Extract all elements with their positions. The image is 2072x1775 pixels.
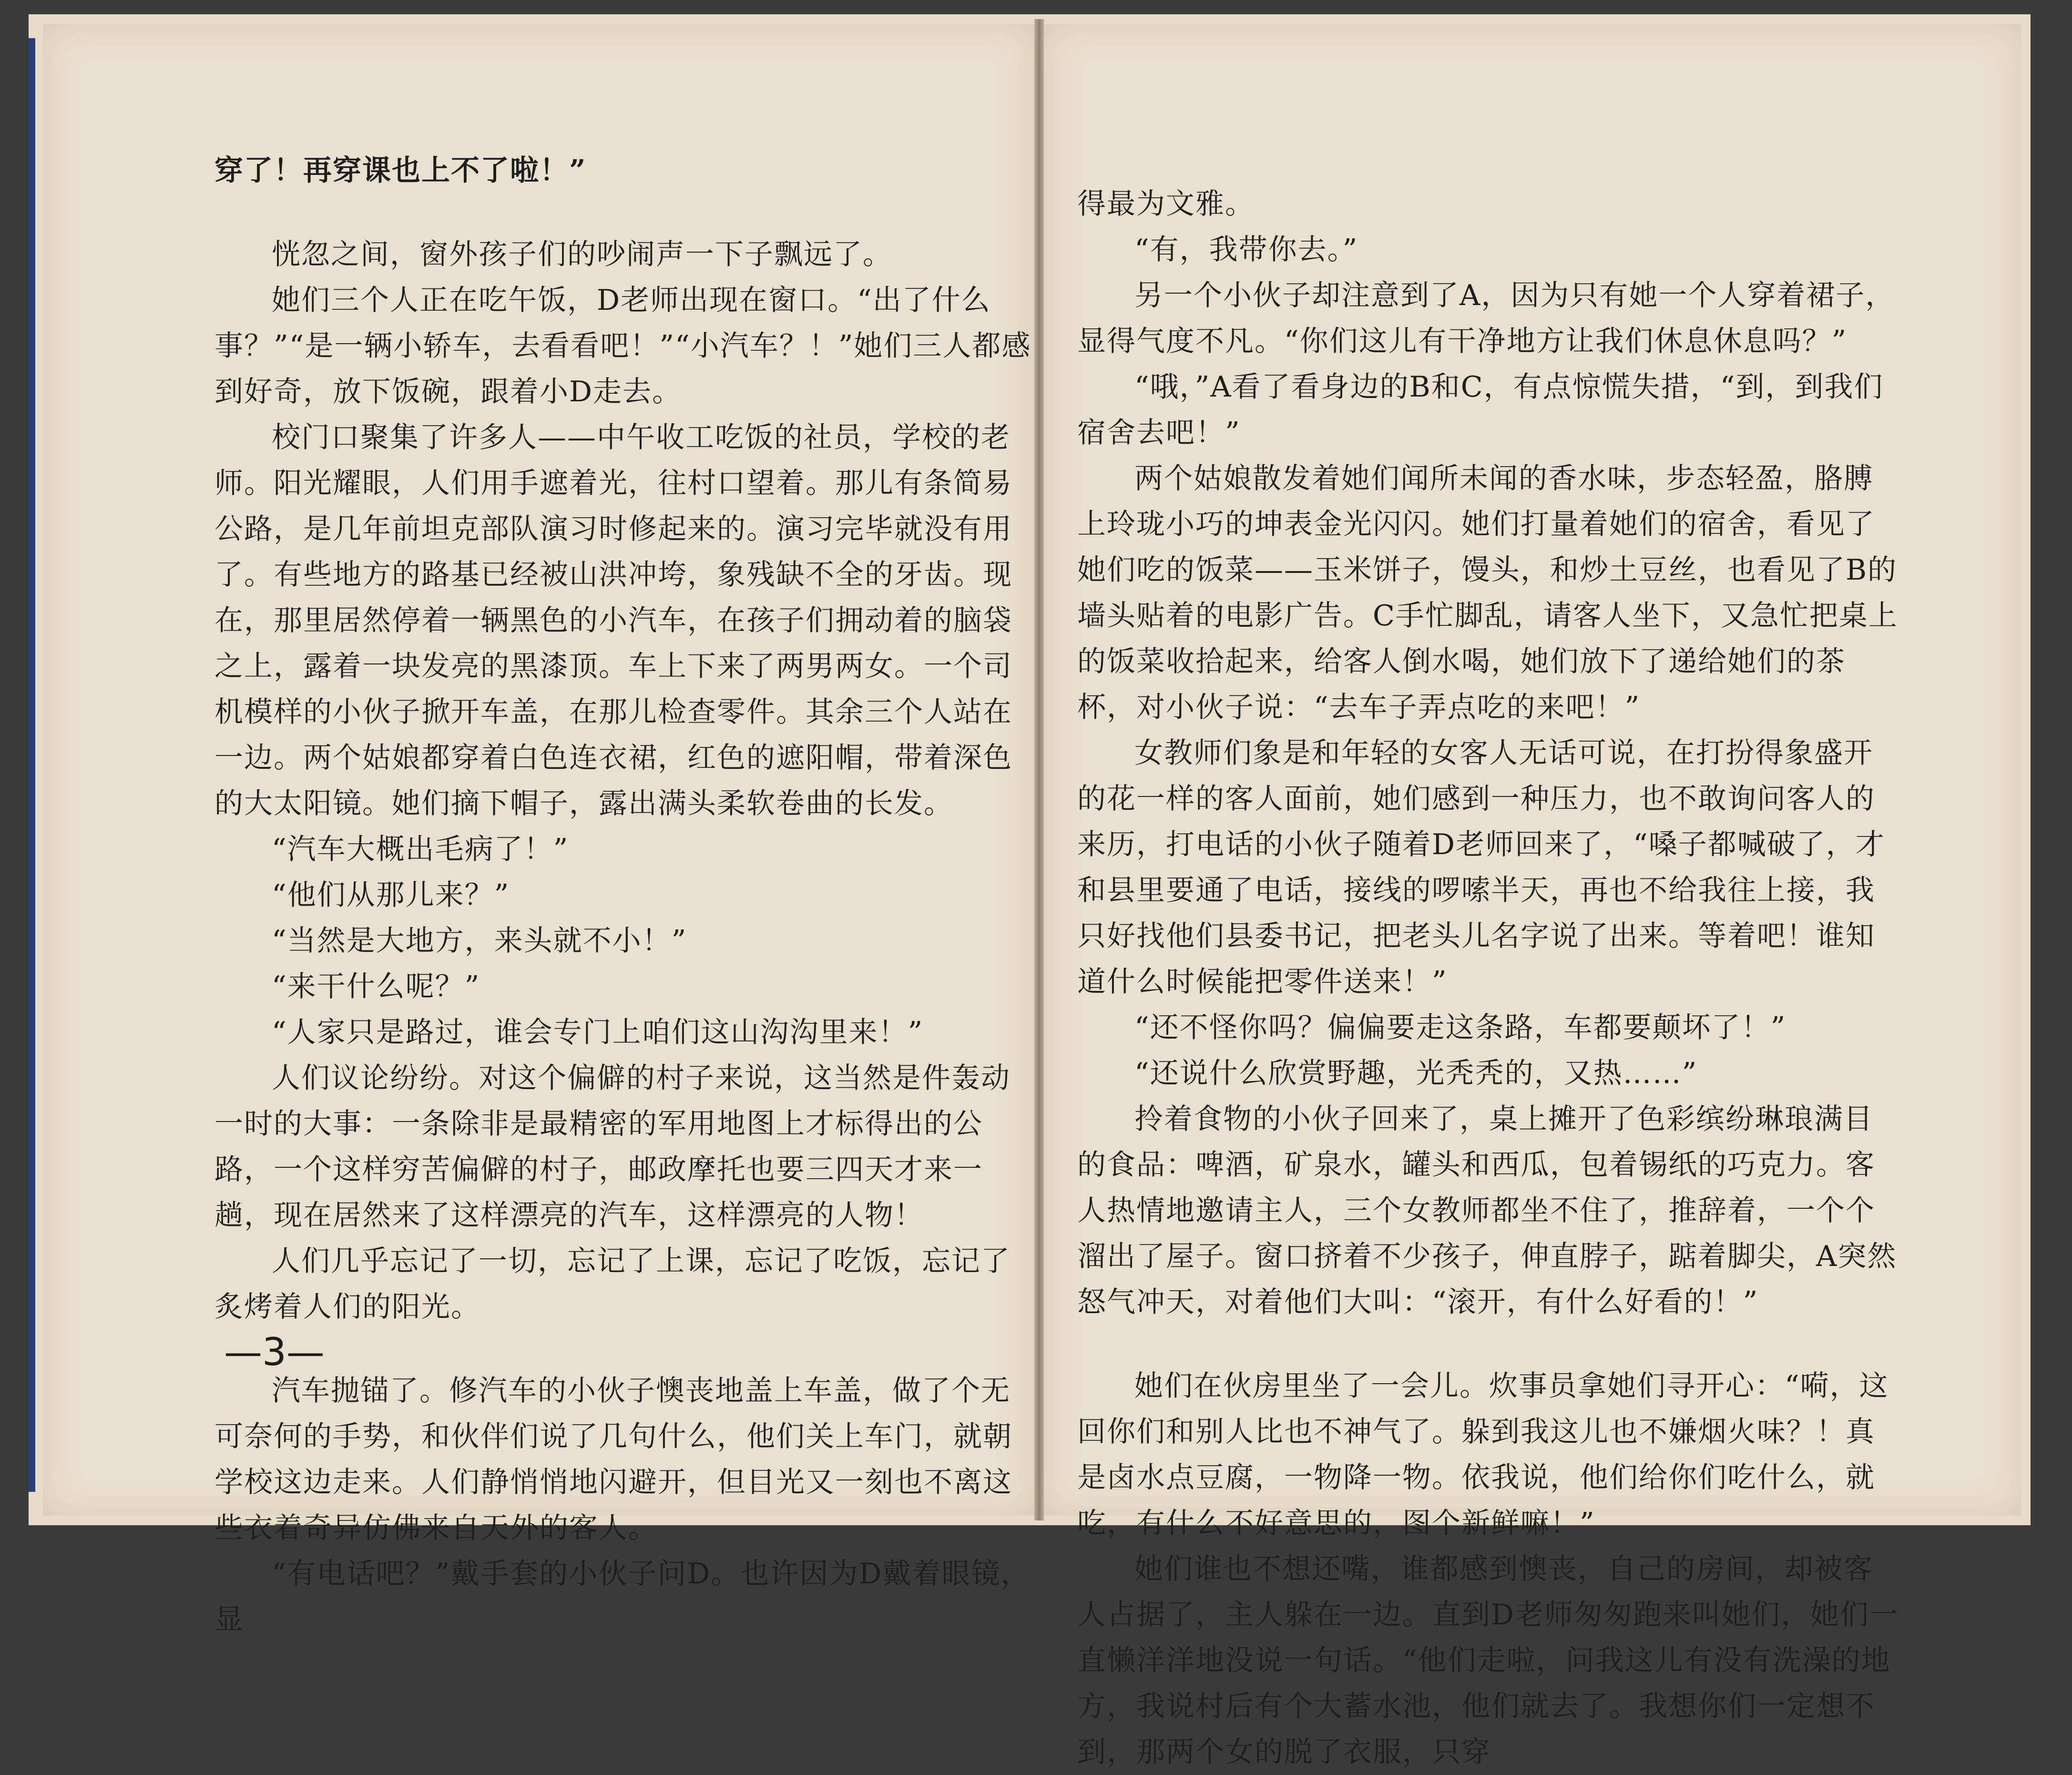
paragraph: “有，我带你去。” — [1134, 233, 1358, 266]
paragraph: “有电话吧？”戴手套的小伙子问D。也许因为D戴着眼镜，显 — [214, 1557, 1031, 1636]
page-number: —3— — [224, 1330, 325, 1374]
left-page — [43, 24, 1034, 1636]
left-page-text — [214, 148, 1034, 1642]
paragraph: 汽车抛锚了。修汽车的小伙子懊丧地盖上车盖，做了个无可奈何的手势，和伙伴们说了几句什么，他们关上车门，就朝学校这边走来。人们静悄悄地闪避开，但目光又一刻也不离这些衣着奇异仿佛来自天外的客人。 — [214, 1374, 1012, 1545]
paragraph: “哦，”A看了看身边的B和C，有点惊慌失措，“到，到我们宿舍去吧！” — [1077, 370, 1884, 449]
paragraph: 拎着食物的小伙子回来了，桌上摊开了色彩缤纷琳琅满目的食品：啤酒，矿泉水，罐头和西瓜，包着锡纸的巧克力。客人热情地邀请主人，三个女教师都坐不住了，推辞着，一个个溜出了屋子。窗口挤着不少孩子，伸直脖子，踮着脚尖，A突然怒气冲天，对着他们大叫：“滚开，有什么好看的！” — [1077, 1102, 1897, 1319]
section-break — [214, 1330, 1034, 1368]
paragraph: 人们议论纷纷。对这个偏僻的村子来说，这当然是件轰动一时的大事：一条除非是最精密的军用地图上才标得出的公路，一个这样穷苦偏僻的村子，邮政摩托也要三四天才来一趟，现在居然来了这样漂亮的汽车，这样漂亮的人物！ — [214, 1061, 1010, 1232]
paragraph: 恍忽之间，窗外孩子们的吵闹声一下子飘远了。 — [272, 238, 892, 271]
section-break — [214, 194, 1034, 232]
cover-edge — [29, 38, 35, 1492]
paragraph: 校门口聚集了许多人——中午收工吃饭的社员，学校的老师。阳光耀眼，人们用手遮着光，往村口望着。那儿有条简易公路，是几年前坦克部队演习时修起来的。演习完毕就没有用了。有些地方的路基已经被山洪冲垮，象残缺不全的牙齿。现在，那里居然停着一辆黑色的小汽车，在孩子们拥动着的脑袋之上，露着一块发亮的黑漆顶。车上下来了两男两女。一个司机模样的小伙子掀开车盖，在那儿检查零件。其余三个人站在一边。两个姑娘都穿着白色连衣裙，红色的遮阳帽，带着深色的大太阳镜。她们摘下帽子，露出满头柔软卷曲的长发。 — [214, 421, 1012, 820]
book-gutter — [1034, 19, 1044, 1520]
section-break — [1077, 1325, 1902, 1363]
paragraph: “还说什么欣赏野趣，光秃秃的，又热……” — [1134, 1057, 1698, 1090]
paragraph: “来干什么呢？” — [272, 970, 480, 1003]
paragraph: 得最为文雅。 — [1077, 187, 1255, 221]
paragraph: “还不怪你吗？偏偏要走这条路，车都要颠坏了！” — [1134, 1011, 1786, 1044]
paragraph: 另一个小伙子却注意到了A，因为只有她一个人穿着裙子，显得气度不凡。“你们这儿有干净地方让我们休息休息吗？” — [1077, 279, 1895, 358]
paragraph: 她们在伙房里坐了一会儿。炊事员拿她们寻开心：“嗬，这回你们和别人比也不神气了。躲到我这儿也不嫌烟火味？！真是卤水点豆腐，一物降一物。依我说，他们给你们吃什么，就吃，有什么不好意思的，图个新鲜嘛！” — [1077, 1369, 1889, 1540]
right-page — [1044, 24, 2021, 1769]
paragraph: “人家只是路过，谁会专门上咱们这山沟沟里来！” — [272, 1016, 924, 1049]
paragraph: “他们从那儿来？” — [272, 878, 510, 912]
paragraph: 女教师们象是和年轻的女客人无话可说，在打扮得象盛开的花一样的客人面前，她们感到一种压力，也不敢询问客人的来历，打电话的小伙子随着D老师回来了，“嗓子都喊破了，才和县里要通了电话，接线的啰嗦半天，再也不给我往上接，我只好找他们县委书记，把老头儿名字说了出来。等着吧！谁知道什么时候能把零件送来！” — [1077, 736, 1885, 999]
paragraph: 她们三个人正在吃午饭，D老师出现在窗口。“出了什么事？”“是一辆小轿车，去看看吧！”“小汽车？！”她们三人都感到好奇，放下饭碗，跟着小D走去。 — [214, 284, 1031, 408]
paragraph: 两个姑娘散发着她们闻所未闻的香水味，步态轻盈，胳膊上玲珑小巧的坤表金光闪闪。她们打量着她们的宿舍，看见了她们吃的饭菜——玉米饼子，馒头，和炒土豆丝，也看见了B的墙头贴着的电影广告。C手忙脚乱，请客人坐下，又急忙把桌上的饭菜收拾起来，给客人倒水喝，她们放下了递给她们的茶杯，对小伙子说：“去车子弄点吃的来吧！” — [1077, 462, 1898, 724]
paragraph: 她们谁也不想还嘴，谁都感到懊丧，自己的房间，却被客人占据了，主人躲在一边。直到D老师匆匆跑来叫她们，她们一直懒洋洋地没说一句话。“他们走啦，问我这儿有没有洗澡的地方，我说村后有个大蓄水池，他们就去了。我想你们一定想不到，那两个女的脱了衣服，只穿 — [1077, 1552, 1899, 1769]
paragraph: “汽车大概出毛病了！” — [272, 833, 569, 866]
right-page-text — [1077, 181, 1902, 1775]
paragraph: 人们几乎忘记了一切，忘记了上课，忘记了吃饭，忘记了炙烤着人们的阳光。 — [214, 1245, 1010, 1324]
paragraph: 穿了！再穿课也上不了啦！” — [214, 154, 587, 187]
paragraph: “当然是大地方，来头就不小！” — [272, 924, 687, 958]
